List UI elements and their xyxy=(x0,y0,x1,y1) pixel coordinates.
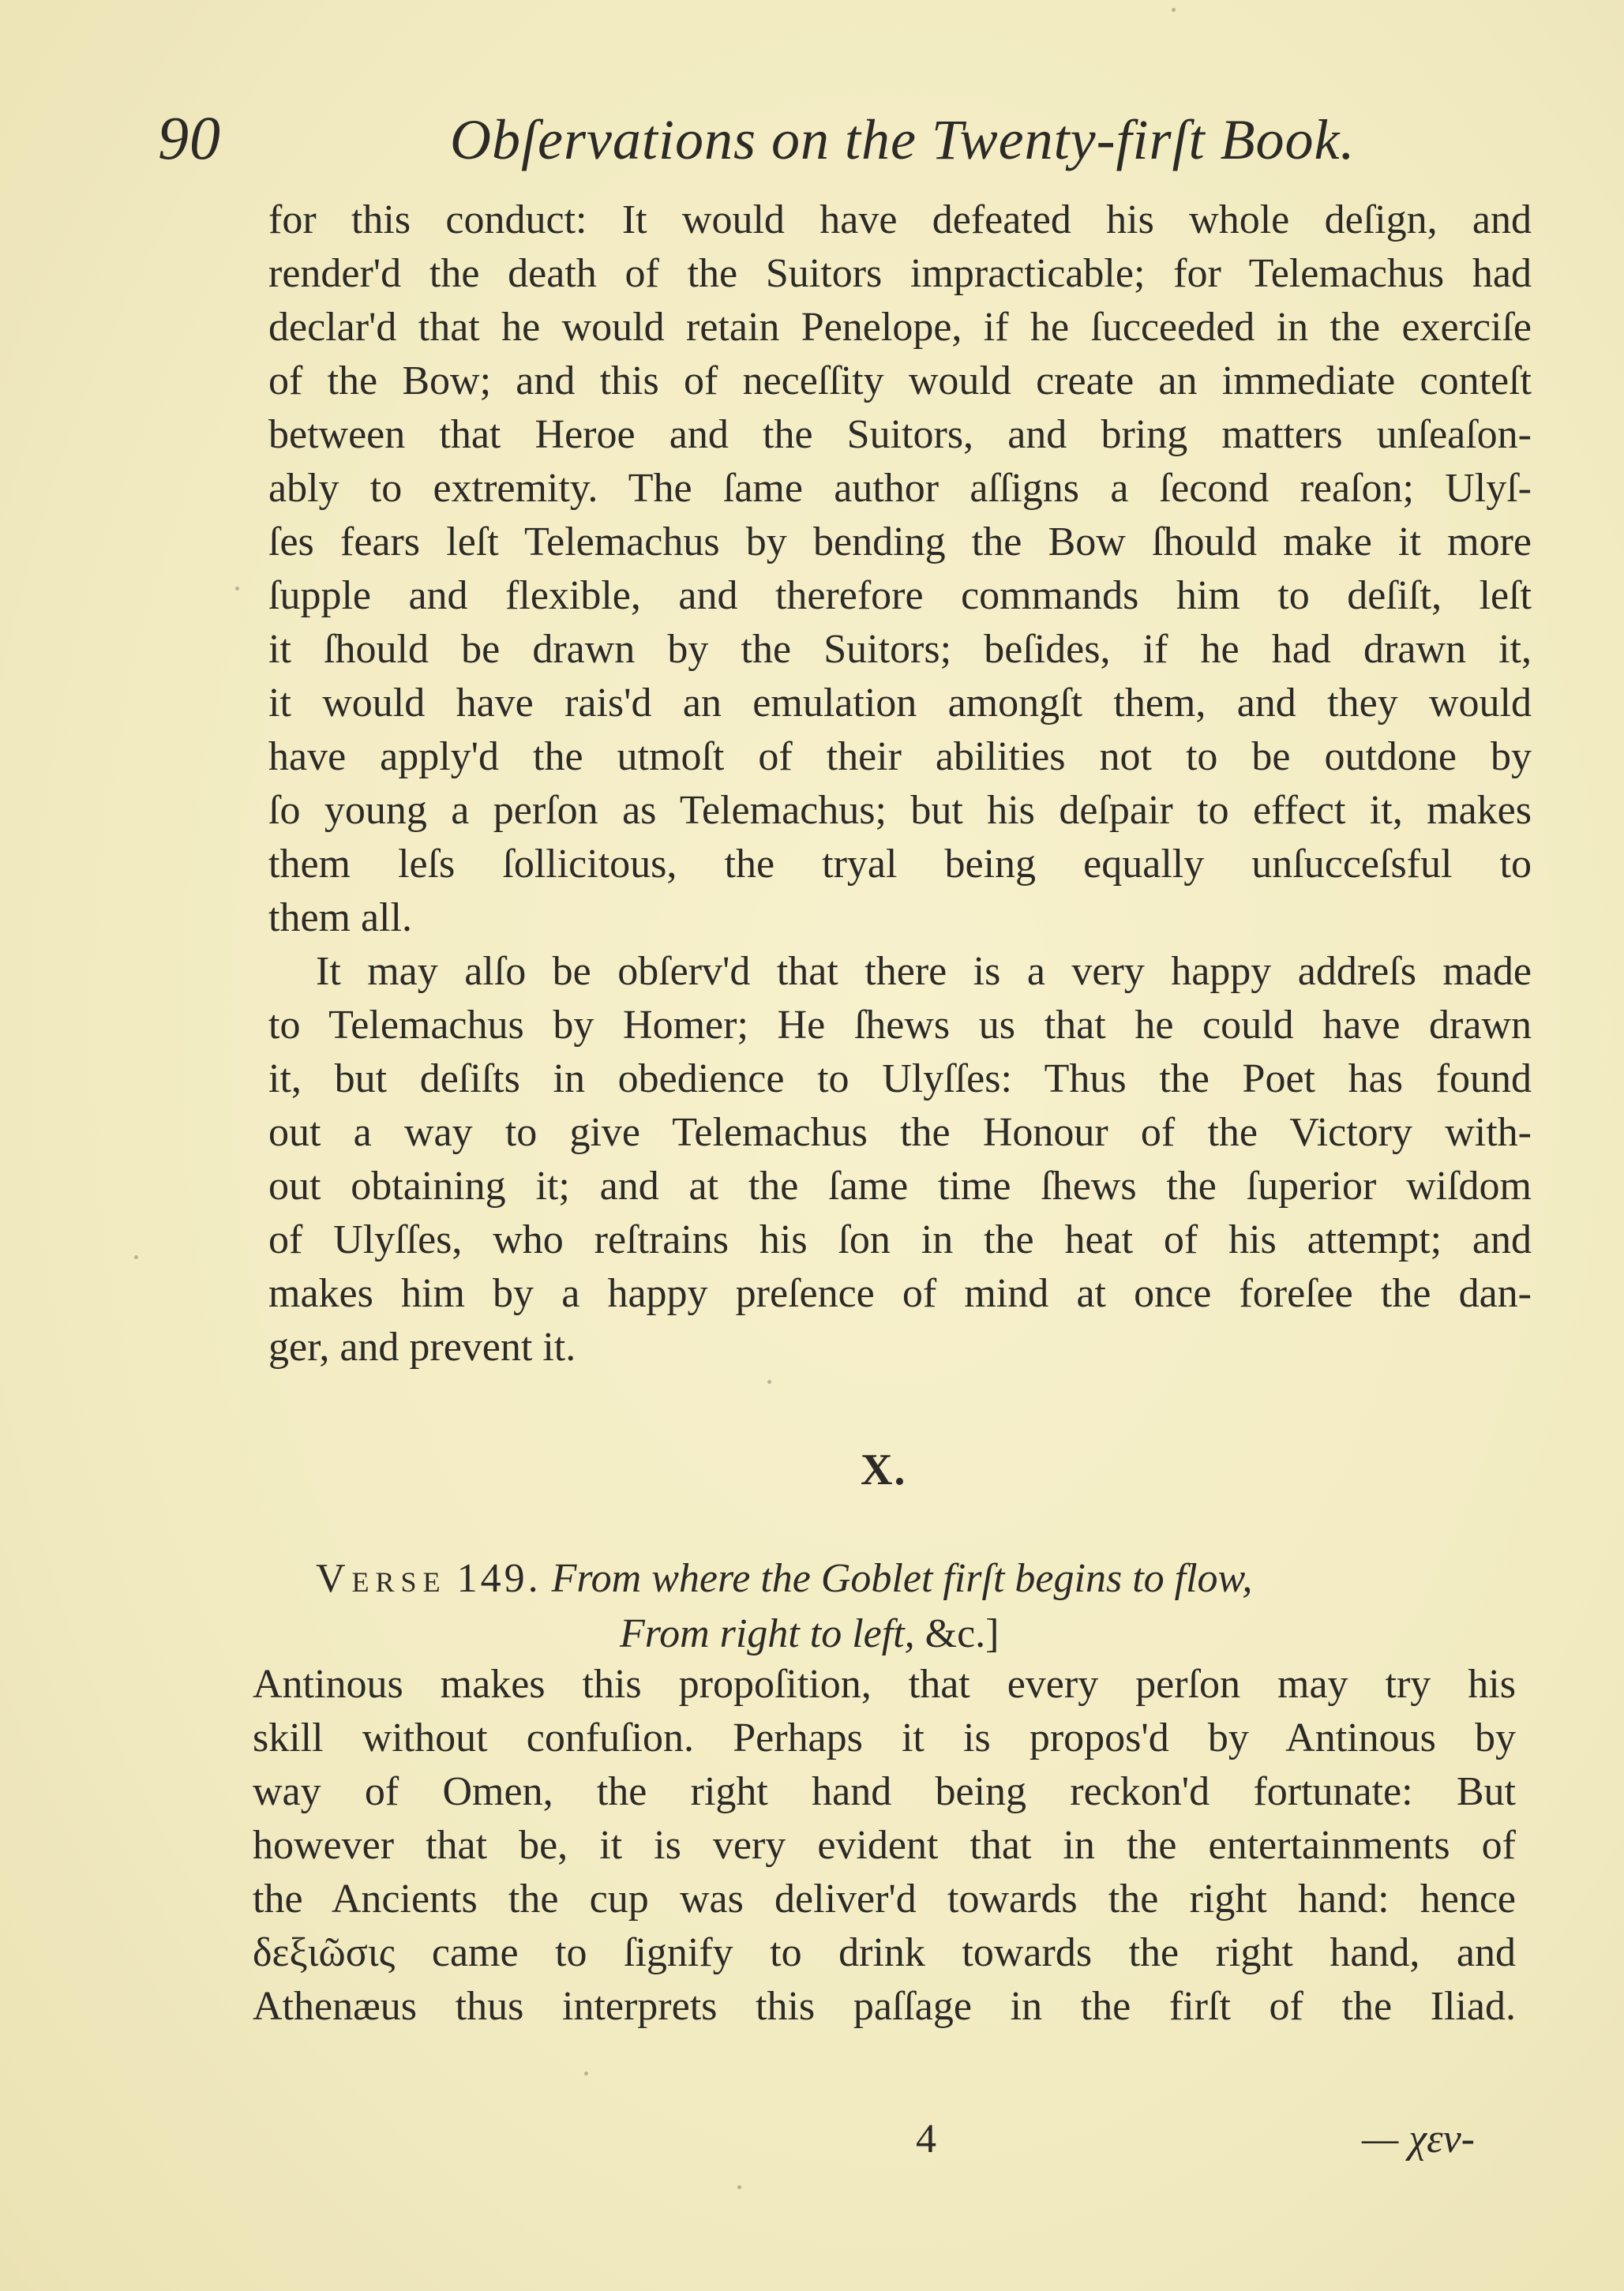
text-line: however that be, it is very evident that in the entertainments of xyxy=(253,1823,1516,1868)
text-line: Antinous makes this propoſition, that every perſon may try his xyxy=(253,1662,1516,1707)
body-text-bottom xyxy=(253,1658,1516,2034)
text-line: them leſs ſollicitous, the tryal being equally unſucceſsful to xyxy=(268,842,1532,887)
text-line: for this conduct: It would have defeated his whole deſign, and xyxy=(268,197,1532,242)
running-head xyxy=(158,103,1500,182)
text-line: ſes fears leſt Telemachus by bending the Bow ſhould make it more xyxy=(268,519,1532,564)
page-footer xyxy=(0,2116,1624,2179)
text-line: the Ancients the cup was deliver'd towards the right hand: hence xyxy=(253,1877,1516,1922)
text-line: have apply'd the utmoſt of their abilities not to be outdone by xyxy=(268,734,1532,779)
verse-quote-line-2: From right to left, xyxy=(620,1611,915,1656)
paragraph-1 xyxy=(268,193,1532,945)
text-line: ſupple and flexible, and therefore commands him to deſiſt, leſt xyxy=(268,573,1532,618)
paper-speck xyxy=(767,1380,771,1384)
text-line: declar'd that he would retain Penelope, if he ſucceeded in the exerciſe xyxy=(268,305,1532,350)
text-line: them all. xyxy=(268,895,412,940)
text-line: It may alſo be obſerv'd that there is a very happy addreſs made xyxy=(316,949,1532,994)
text-line: way of Omen, the right hand being reckon'd fortunate: But xyxy=(253,1769,1516,1814)
text-line: it would have rais'd an emulation amongſt them, and they would xyxy=(268,681,1532,726)
section-number: X. xyxy=(861,1445,907,1494)
text-line: out a way to give Telemachus the Honour of the Victory with- xyxy=(268,1110,1532,1155)
verse-heading-line-2 xyxy=(316,1607,1500,1662)
verse-label: Verse xyxy=(316,1556,447,1601)
paragraph-3 xyxy=(253,1658,1516,2034)
verse-heading xyxy=(316,1551,1500,1662)
text-line: render'd the death of the Suitors impracticable; for Telemachus had xyxy=(268,251,1532,296)
text-line: it ſhould be drawn by the Suitors; beſides, if he had drawn it, xyxy=(268,627,1532,672)
running-head-title: Obſervations on the Twenty-firſt Book. xyxy=(450,108,1356,171)
text-line: of Ulyſſes, who reſtrains his ſon in the heat of his attempt; and xyxy=(268,1217,1532,1262)
paper-speck xyxy=(737,2185,741,2189)
page-number: 90 xyxy=(158,103,221,172)
text-line: of the Bow; and this of neceſſity would create an immediate conteſt xyxy=(268,358,1532,403)
text-line: ably to extremity. The ſame author aſſigns a ſecond reaſon; Ulyſ- xyxy=(268,466,1532,511)
verse-quote-line-1: From where the Goblet firſt begins to flow, xyxy=(551,1556,1253,1601)
signature-mark: 4 xyxy=(916,2117,936,2162)
text-line: out obtaining it; and at the ſame time ſhews the ſuperior wiſdom xyxy=(268,1164,1532,1209)
text-line: Athenæus thus interprets this paſſage in the firſt of the Iliad. xyxy=(253,1984,1516,2029)
text-line: δεξιῶσις came to ſignify to drink towards the right hand, and xyxy=(253,1930,1516,1975)
paper-speck xyxy=(584,2072,588,2075)
verse-number: 149. xyxy=(456,1556,542,1601)
text-line: ger, and prevent it. xyxy=(268,1325,576,1370)
paper-speck xyxy=(235,587,239,591)
verse-etc: &c.] xyxy=(914,1611,1000,1656)
text-line: ſo young a perſon as Telemachus; but his deſpair to effect it, makes xyxy=(268,788,1532,833)
text-line: makes him by a happy preſence of mind at once foreſee the dan- xyxy=(268,1271,1532,1316)
verse-heading-line-1 xyxy=(316,1551,1500,1607)
text-line: skill without confuſion. Perhaps it is propos'd by Antinous by xyxy=(253,1715,1516,1760)
paragraph-2 xyxy=(268,945,1532,1374)
catchword: — χεν- xyxy=(1362,2117,1475,2162)
text-line: between that Heroe and the Suitors, and bring matters unſeaſon- xyxy=(268,412,1532,457)
paper-speck xyxy=(134,1255,138,1259)
text-line: to Telemachus by Homer; He ſhews us that he could have drawn xyxy=(268,1003,1532,1048)
paper-speck xyxy=(1172,8,1176,12)
text-line: it, but deſiſts in obedience to Ulyſſes: Thus the Poet has found xyxy=(268,1056,1532,1101)
body-text-top xyxy=(268,193,1532,1374)
